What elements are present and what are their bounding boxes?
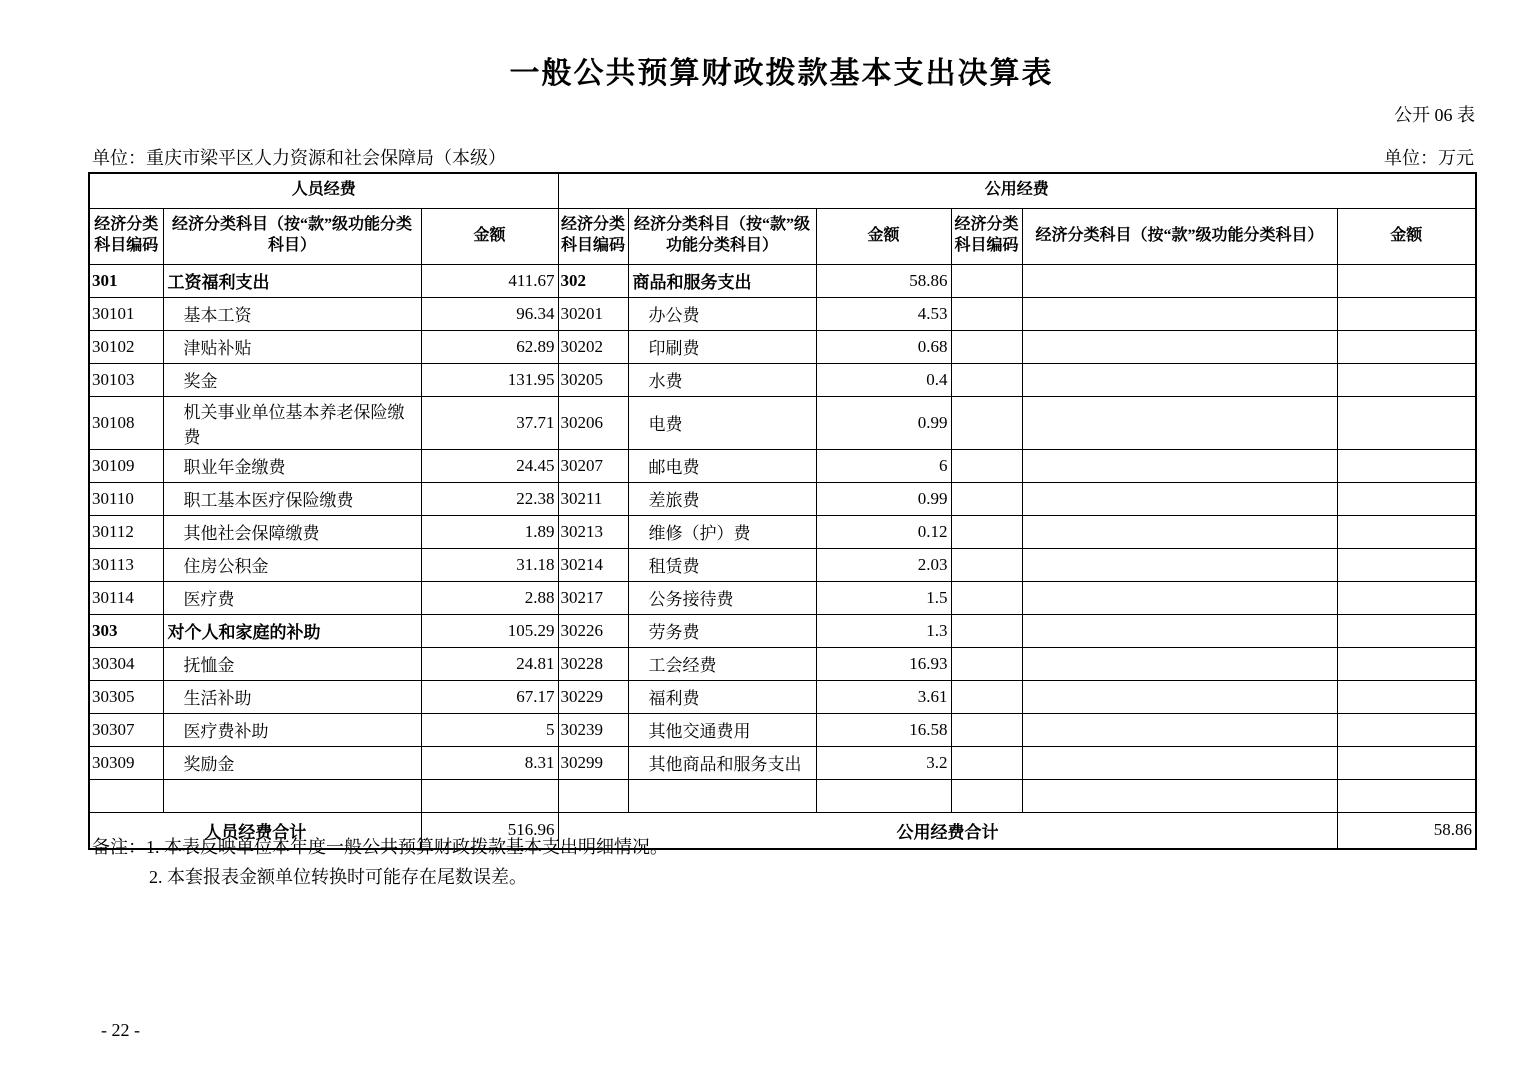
column-header-subject: 经济分类科目（按“款”级功能分类科目） [1022, 208, 1337, 264]
cell-code: 30202 [558, 330, 628, 363]
cell-name [1022, 363, 1337, 396]
cell-name: 生活补助 [163, 680, 421, 713]
cell-amt [1337, 264, 1476, 297]
table-row [89, 297, 1476, 330]
column-header-code: 经济分类科目编码 [558, 208, 628, 264]
cell-amt: 6 [816, 449, 951, 482]
cell-amt: 16.58 [816, 713, 951, 746]
personnel-total-label: 人员经费合计 [89, 812, 421, 849]
table-row [89, 779, 1476, 812]
cell-amt: 24.45 [421, 449, 558, 482]
cell-code: 30299 [558, 746, 628, 779]
page-number: - 22 - [101, 1020, 140, 1040]
cell-name: 奖金 [163, 363, 421, 396]
cell-name: 办公费 [628, 297, 816, 330]
cell-name: 水费 [628, 363, 816, 396]
cell-amt [1337, 779, 1476, 812]
cell-amt: 16.93 [816, 647, 951, 680]
cell-name: 职工基本医疗保险缴费 [163, 482, 421, 515]
table-row [89, 548, 1476, 581]
cell-code: 30109 [89, 449, 163, 482]
cell-name: 基本工资 [163, 297, 421, 330]
cell-code: 30309 [89, 746, 163, 779]
cell-name: 福利费 [628, 680, 816, 713]
cell-name [1022, 482, 1337, 515]
cell-code: 30103 [89, 363, 163, 396]
cell-amt: 24.81 [421, 647, 558, 680]
cell-code [951, 614, 1022, 647]
cell-name: 工资福利支出 [163, 264, 421, 297]
cell-amt: 0.99 [816, 396, 951, 449]
cell-code: 30304 [89, 647, 163, 680]
cell-code: 30239 [558, 713, 628, 746]
cell-code: 30101 [89, 297, 163, 330]
table-row [89, 647, 1476, 680]
cell-name: 公务接待费 [628, 581, 816, 614]
cell-code [951, 330, 1022, 363]
cell-amt: 37.71 [421, 396, 558, 449]
cell-code: 30226 [558, 614, 628, 647]
table-row [89, 515, 1476, 548]
table-row [89, 713, 1476, 746]
cell-amt: 411.67 [421, 264, 558, 297]
cell-name: 维修（护）费 [628, 515, 816, 548]
cell-name: 其他交通费用 [628, 713, 816, 746]
table-row [89, 363, 1476, 396]
cell-code: 30228 [558, 647, 628, 680]
public-total-value: 58.86 [1337, 812, 1476, 849]
cell-amt: 62.89 [421, 330, 558, 363]
table-row [89, 680, 1476, 713]
cell-name: 住房公积金 [163, 548, 421, 581]
cell-amt [1337, 713, 1476, 746]
cell-amt: 1.89 [421, 515, 558, 548]
note-line [92, 832, 668, 862]
cell-name: 机关事业单位基本养老保险缴费 [163, 396, 421, 449]
column-header-amount: 金额 [1337, 208, 1476, 264]
cell-name [1022, 515, 1337, 548]
cell-name: 医疗费 [163, 581, 421, 614]
cell-code [951, 581, 1022, 614]
cell-amt [1337, 746, 1476, 779]
cell-amt: 4.53 [816, 297, 951, 330]
cell-name: 职业年金缴费 [163, 449, 421, 482]
cell-code: 30207 [558, 449, 628, 482]
cell-code [951, 713, 1022, 746]
cell-name [1022, 449, 1337, 482]
cell-code [951, 746, 1022, 779]
cell-amt: 131.95 [421, 363, 558, 396]
cell-name: 邮电费 [628, 449, 816, 482]
cell-amt [1337, 363, 1476, 396]
column-header-row [89, 208, 1476, 264]
cell-code [951, 548, 1022, 581]
form-number-label: 公开 06 表 [1394, 105, 1475, 125]
cell-name: 奖励金 [163, 746, 421, 779]
cell-name [1022, 680, 1337, 713]
cell-amt [1337, 449, 1476, 482]
table-body [89, 264, 1476, 812]
note-text: 2. 本套报表金额单位转换时可能存在尾数误差。 [149, 867, 527, 887]
cell-name: 电费 [628, 396, 816, 449]
cell-amt [1337, 548, 1476, 581]
cell-code [951, 264, 1022, 297]
cell-code: 30211 [558, 482, 628, 515]
unit-name: 单位：重庆市梁平区人力资源和社会保障局（本级） [92, 148, 506, 168]
page-title: 一般公共预算财政拨款基本支出决算表 [509, 57, 1054, 90]
table-row [89, 330, 1476, 363]
cell-name [1022, 647, 1337, 680]
column-header-subject: 经济分类科目（按“款”级功能分类科目） [163, 208, 421, 264]
cell-amt: 3.2 [816, 746, 951, 779]
cell-name: 对个人和家庭的补助 [163, 614, 421, 647]
cell-code: 30206 [558, 396, 628, 449]
group-header-public: 公用经费 [558, 173, 1476, 208]
cell-code [558, 779, 628, 812]
cell-name [1022, 548, 1337, 581]
cell-code: 30114 [89, 581, 163, 614]
cell-code [951, 363, 1022, 396]
table-row [89, 264, 1476, 297]
cell-code: 30307 [89, 713, 163, 746]
cell-amt [1337, 647, 1476, 680]
cell-code: 302 [558, 264, 628, 297]
cell-code: 30108 [89, 396, 163, 449]
cell-amt: 0.68 [816, 330, 951, 363]
cell-name [1022, 614, 1337, 647]
cell-name [163, 779, 421, 812]
cell-name [1022, 581, 1337, 614]
cell-code: 30205 [558, 363, 628, 396]
notes-label: 备注： [92, 837, 146, 857]
cell-amt: 0.4 [816, 363, 951, 396]
cell-name [628, 779, 816, 812]
cell-name: 医疗费补助 [163, 713, 421, 746]
cell-code: 30112 [89, 515, 163, 548]
cell-code [951, 449, 1022, 482]
cell-amt: 3.61 [816, 680, 951, 713]
cell-amt: 2.03 [816, 548, 951, 581]
column-header-subject: 经济分类科目（按“款”级功能分类科目） [628, 208, 816, 264]
cell-code [951, 297, 1022, 330]
notes [92, 832, 668, 892]
cell-name: 差旅费 [628, 482, 816, 515]
cell-name: 印刷费 [628, 330, 816, 363]
cell-code [951, 396, 1022, 449]
cell-code: 30110 [89, 482, 163, 515]
table-row [89, 482, 1476, 515]
personnel-total-value: 516.96 [421, 812, 558, 849]
cell-name [1022, 297, 1337, 330]
cell-code: 301 [89, 264, 163, 297]
cell-code: 303 [89, 614, 163, 647]
cell-amt [1337, 680, 1476, 713]
public-total-label: 公用经费合计 [558, 812, 1337, 849]
cell-name [1022, 746, 1337, 779]
cell-amt [816, 779, 951, 812]
cell-name [1022, 330, 1337, 363]
group-header-row [89, 173, 1476, 208]
table-row [89, 449, 1476, 482]
cell-amt [1337, 581, 1476, 614]
cell-amt: 5 [421, 713, 558, 746]
cell-code: 30305 [89, 680, 163, 713]
cell-code: 30213 [558, 515, 628, 548]
cell-amt [1337, 482, 1476, 515]
table-row [89, 581, 1476, 614]
cell-amt: 31.18 [421, 548, 558, 581]
cell-amt: 105.29 [421, 614, 558, 647]
cell-amt: 1.5 [816, 581, 951, 614]
cell-name: 工会经费 [628, 647, 816, 680]
cell-amt: 67.17 [421, 680, 558, 713]
cell-code [951, 647, 1022, 680]
cell-name [1022, 713, 1337, 746]
cell-code [89, 779, 163, 812]
cell-name: 租赁费 [628, 548, 816, 581]
column-header-code: 经济分类科目编码 [89, 208, 163, 264]
cell-amt: 22.38 [421, 482, 558, 515]
cell-amt [1337, 330, 1476, 363]
cell-amt [1337, 396, 1476, 449]
cell-name: 其他商品和服务支出 [628, 746, 816, 779]
cell-amt: 0.12 [816, 515, 951, 548]
cell-name [1022, 779, 1337, 812]
column-header-code: 经济分类科目编码 [951, 208, 1022, 264]
cell-code: 30214 [558, 548, 628, 581]
cell-amt [1337, 515, 1476, 548]
cell-amt: 96.34 [421, 297, 558, 330]
cell-name: 其他社会保障缴费 [163, 515, 421, 548]
note-text: 1. 本表反映单位本年度一般公共预算财政拨款基本支出明细情况。 [146, 837, 668, 857]
expense-table [88, 172, 1477, 850]
cell-name: 商品和服务支出 [628, 264, 816, 297]
cell-amt [1337, 297, 1476, 330]
cell-name [1022, 264, 1337, 297]
table-row [89, 746, 1476, 779]
cell-amt: 58.86 [816, 264, 951, 297]
cell-name: 津贴补贴 [163, 330, 421, 363]
table-row [89, 396, 1476, 449]
unit-currency: 单位：万元 [1384, 148, 1474, 168]
cell-amt: 8.31 [421, 746, 558, 779]
cell-code: 30229 [558, 680, 628, 713]
cell-amt: 2.88 [421, 581, 558, 614]
cell-code [951, 680, 1022, 713]
cell-name: 抚恤金 [163, 647, 421, 680]
cell-code: 30113 [89, 548, 163, 581]
cell-amt: 0.99 [816, 482, 951, 515]
cell-code [951, 515, 1022, 548]
group-header-personnel: 人员经费 [89, 173, 558, 208]
cell-code [951, 482, 1022, 515]
cell-amt [1337, 614, 1476, 647]
note-line [92, 862, 668, 892]
cell-code: 30201 [558, 297, 628, 330]
cell-amt: 1.3 [816, 614, 951, 647]
cell-code: 30217 [558, 581, 628, 614]
cell-name: 劳务费 [628, 614, 816, 647]
table-row [89, 614, 1476, 647]
column-header-amount: 金额 [816, 208, 951, 264]
cell-code [951, 779, 1022, 812]
cell-code: 30102 [89, 330, 163, 363]
unit-row [92, 144, 1474, 170]
cell-amt [421, 779, 558, 812]
cell-name [1022, 396, 1337, 449]
column-header-amount: 金额 [421, 208, 558, 264]
